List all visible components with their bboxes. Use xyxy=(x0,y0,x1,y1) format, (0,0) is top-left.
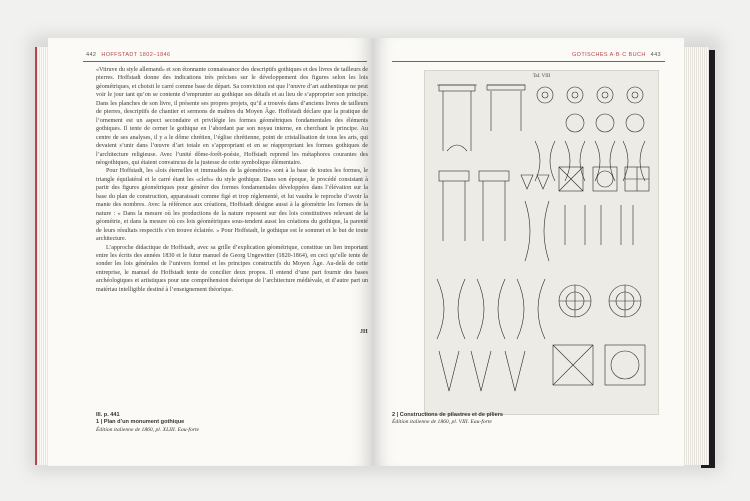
left-header-title: HOFFSTADT 1802–1846 xyxy=(101,52,171,58)
left-page-number: 442 xyxy=(86,52,97,58)
right-caption xyxy=(392,412,503,427)
caption-ref: Ill. p. 441 xyxy=(96,412,120,418)
right-header-title: GOTISCHES A·B·C BUCH xyxy=(572,52,646,58)
right-running-header xyxy=(572,52,664,58)
right-header-rule xyxy=(392,61,665,62)
left-body-text xyxy=(96,66,368,294)
gothic-pillar-engraving xyxy=(425,71,658,414)
caption-title: 1 | Plan d’un monument gothique xyxy=(96,419,185,426)
page-edges-right xyxy=(681,47,709,465)
left-caption xyxy=(96,412,199,434)
paragraph: L’approche didactique de Hoffstadt, avec sa grille d’explication géométrique, constitue un lien important entre les écrits des années 1830 et le futur manuel de Georg Ungewitter (1820-1864), en ceci qu’elle tente de sonder les lois générales de l’univers formel et les principes constructifs du Moyen Âge. Au-delà de cette entreprise, le manuel de Hoffstadt tente de concilier deux propos. Il entend d’une part fournir des bases archéologiques et artistiques pour une compréhension théorique de l’architecture médiévale, et d’autre part un matériau intelligible destiné à l’enseignement théorique. xyxy=(96,244,368,293)
paragraph: Pour Hoffstadt, les «lois éternelles et immuables de la géométrie» sont à la base de toutes les formes, le triangle équilatéral et le carré étant les «clefs» du style gothique. Dans son époque, le procédé consistant à partir des figures géométriques pour générer des formes fondamentales développées dans l’élévation sur la base du plan de construction, apparaissait comme figé et trop réglementé, et lui vaudra le reproche d’avoir la manie des nombres. Avec la référence aux créations, Hoffstadt désigne aussi à la géométrie les formes de la nature : « Dans la mesure où les productions de la nature reposent sur des lois constitutives relevant de la géométrie, et dans la mesure où ces lois géométriques sous-tendent aussi les créations du gothique, la parenté de leurs résultats respectifs s’en trouve éclairée. » Pour Hoffstadt, le gothique est le sommet et le but de toute architecture. xyxy=(96,168,368,243)
plate-label: Taf. VIII xyxy=(532,74,551,79)
left-header-rule xyxy=(83,61,367,62)
left-running-header xyxy=(83,52,170,58)
caption-title: 2 | Constructions de pilastres et de piliers xyxy=(392,412,503,418)
caption-sub: Édition italienne de 1860, pl. VIII. Eau-forte xyxy=(392,419,492,426)
engraving-plate xyxy=(424,70,659,415)
right-page-number: 443 xyxy=(650,52,662,58)
paragraph: «Vitruve du style allemand» et son étonnante connaissance des descriptifs gothiques et des livres de tailleurs de pierres. Hoffstadt donne des indications très précises sur le développement des figures selon les lois géométriques, et choisit le carré comme base de départ. Sa conviction est que l’œuvre d’art authentique ne peut voir le jour tant qu’on se contente d’emprunter au gothique ses détails et au lieu de s’approprier son principe. Dans les planches de son livre, il présente ses propres projets, qu’il a trouvés dans d’anciens livres de tailleurs de pierres, descriptifs de chantier et sermons de maîtres du Moyen Âge. Hoffstadt déclare que la pratique de l’ornement est un aspect secondaire et privilégie les formes géométriques fondamentales des éléments gothiques. Il tente de cerner le gothique en l’abordant par son noyau interne, en cherchant le principe. Au centre de ses analyses, il y a le dôme chrétien, l’église chrétienne, point de cristallisation de tous les arts, qui devaient s’unir dans l’œuvre d’art totale en s’appropriant et en se réappropriant les formes gothiques de l’architecture religieuse. Avec l’unité dôme-forêt-poésie, Hoffstadt reprend les métaphores courantes des néogothiques, qui étaient convaincus de la justesse de cette symbolique élémentaire. xyxy=(96,67,368,166)
author-signature: JH xyxy=(360,329,368,335)
caption-sub: Édition italienne de 1860, pl. XLIII. Eau-forte xyxy=(96,426,200,433)
